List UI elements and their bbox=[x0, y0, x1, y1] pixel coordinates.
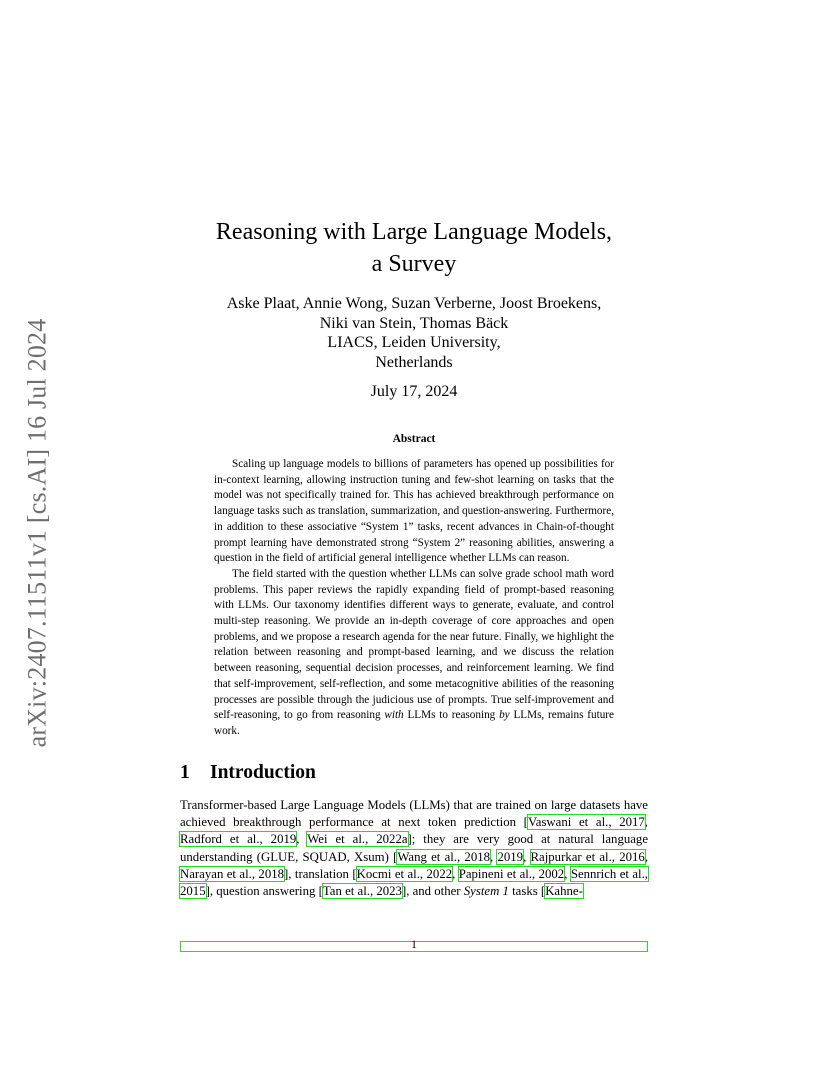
body-text: ], question answering [ bbox=[205, 884, 323, 899]
citation-separator: , bbox=[644, 815, 648, 830]
title-line-1: Reasoning with Large Language Models, bbox=[215, 219, 613, 245]
citation-link[interactable]: Radford et al., 2019 bbox=[180, 832, 297, 847]
section-title: Introduction bbox=[210, 762, 316, 783]
abstract-paragraph-1: Scaling up language models to billions of parameters has opened up possibilities for in-context learning, allowing instruction tuning and few-shot learning on tasks that the model was not specifically trained for. This has achieved breakthrough performance on language tasks such as translation, summarization, and question-answering. Furthermore, in addition to these associative “System 1” tasks, recent advances in Chain-of-thought prompt learning have demonstrated strong “System 2” reasoning abilities, answering a question in the field of artificial general intelligence whether LLMs can reason. bbox=[214, 458, 614, 565]
abstract-body bbox=[214, 457, 614, 740]
abstract-heading: Abstract bbox=[392, 433, 436, 445]
affiliation-line: LIACS, Leiden University, bbox=[327, 334, 501, 351]
citation-link[interactable]: Wang et al., 2018 bbox=[397, 849, 491, 864]
citation-separator: , bbox=[523, 849, 531, 864]
citation-separator: , bbox=[296, 832, 308, 847]
body-text: ], and other bbox=[401, 884, 464, 899]
citation-link[interactable]: Kocmi et al., 2022 bbox=[356, 866, 453, 881]
paper-date: July 17, 2024 bbox=[370, 383, 458, 400]
authors-line-2: Niki van Stein, Thomas Bäck bbox=[319, 314, 509, 332]
introduction-body bbox=[180, 797, 648, 900]
body-emphasis: System 1 bbox=[463, 884, 509, 899]
body-text: tasks [ bbox=[508, 884, 546, 899]
title-line-2: a Survey bbox=[371, 251, 457, 277]
citation-link[interactable]: Sennrich et al., 2015 bbox=[180, 866, 649, 899]
citation-link[interactable]: Tan et al., 2023 bbox=[322, 884, 402, 899]
author-block bbox=[180, 294, 648, 372]
arxiv-sidebar-stamp bbox=[22, 304, 52, 762]
body-text: ], translation [ bbox=[284, 866, 357, 881]
citation-link[interactable]: Wei et al., 2022a bbox=[307, 832, 408, 847]
abstract-text: The field started with the question whether LLMs can solve grade school math word problems. This paper reviews the rapidly expanding field of prompt-based reasoning with LLMs. Our taxonomy identifies different ways to generate, evaluate, and control multi-step reasoning. We provide an in-depth coverage of core approaches and open problems, and we propose a research agenda for the near future. Finally, we highlight the relation between reasoning and prompt-based learning, and we discuss the relation between reasoning, sequential decision processes, and reinforcement learning. We find that self-improvement, self-reflection, and some metacognitive abilities of the reasoning processes are possible through the judicious use of prompts. True self-improvement and self-reasoning, to go from reasoning bbox=[214, 567, 614, 722]
abstract-text: LLMs, remains future work. bbox=[214, 709, 614, 737]
body-text: Transformer-based Large Language Models (LLMs) that are trained on large datasets have achieved breakthrough performance at next token prediction [ bbox=[180, 798, 648, 830]
citation-link[interactable]: Kahne- bbox=[545, 884, 583, 899]
citation-link[interactable]: Rajpurkar et al., 2016 bbox=[530, 849, 645, 864]
abstract-text: LLMs to reasoning bbox=[403, 709, 500, 722]
citation-separator: , bbox=[490, 849, 498, 864]
abstract-emphasis-with: with bbox=[384, 709, 404, 722]
authors-line-1: Aske Plaat, Annie Wong, Suzan Verberne, Joost Broekens, bbox=[226, 295, 602, 312]
citation-separator: , bbox=[452, 866, 459, 881]
introduction-paragraph bbox=[180, 797, 648, 900]
citation-separator: , bbox=[644, 849, 649, 864]
paper-title bbox=[180, 216, 648, 280]
body-text: ]; they are very good at natural language understanding (GLUE, SQUAD, Xsum) [ bbox=[180, 832, 649, 864]
page-number: 1 bbox=[411, 937, 417, 951]
abstract-paragraph-2 bbox=[214, 567, 614, 740]
arxiv-identifier: arXiv:2407.11511v1 [cs.AI] 16 Jul 2024 bbox=[22, 318, 51, 748]
citation-link[interactable]: 2019 bbox=[497, 849, 524, 864]
citation-link[interactable]: Vaswani et al., 2017 bbox=[527, 815, 645, 830]
abstract-emphasis-by: by bbox=[499, 709, 510, 722]
section-number: 1 bbox=[180, 762, 190, 783]
citation-link[interactable]: Narayan et al., 2018 bbox=[180, 866, 285, 881]
country-line: Netherlands bbox=[375, 353, 453, 371]
section-heading-introduction bbox=[180, 760, 316, 786]
citation-link[interactable]: Papineni et al., 2002 bbox=[458, 866, 565, 881]
citation-separator: , bbox=[564, 866, 571, 881]
